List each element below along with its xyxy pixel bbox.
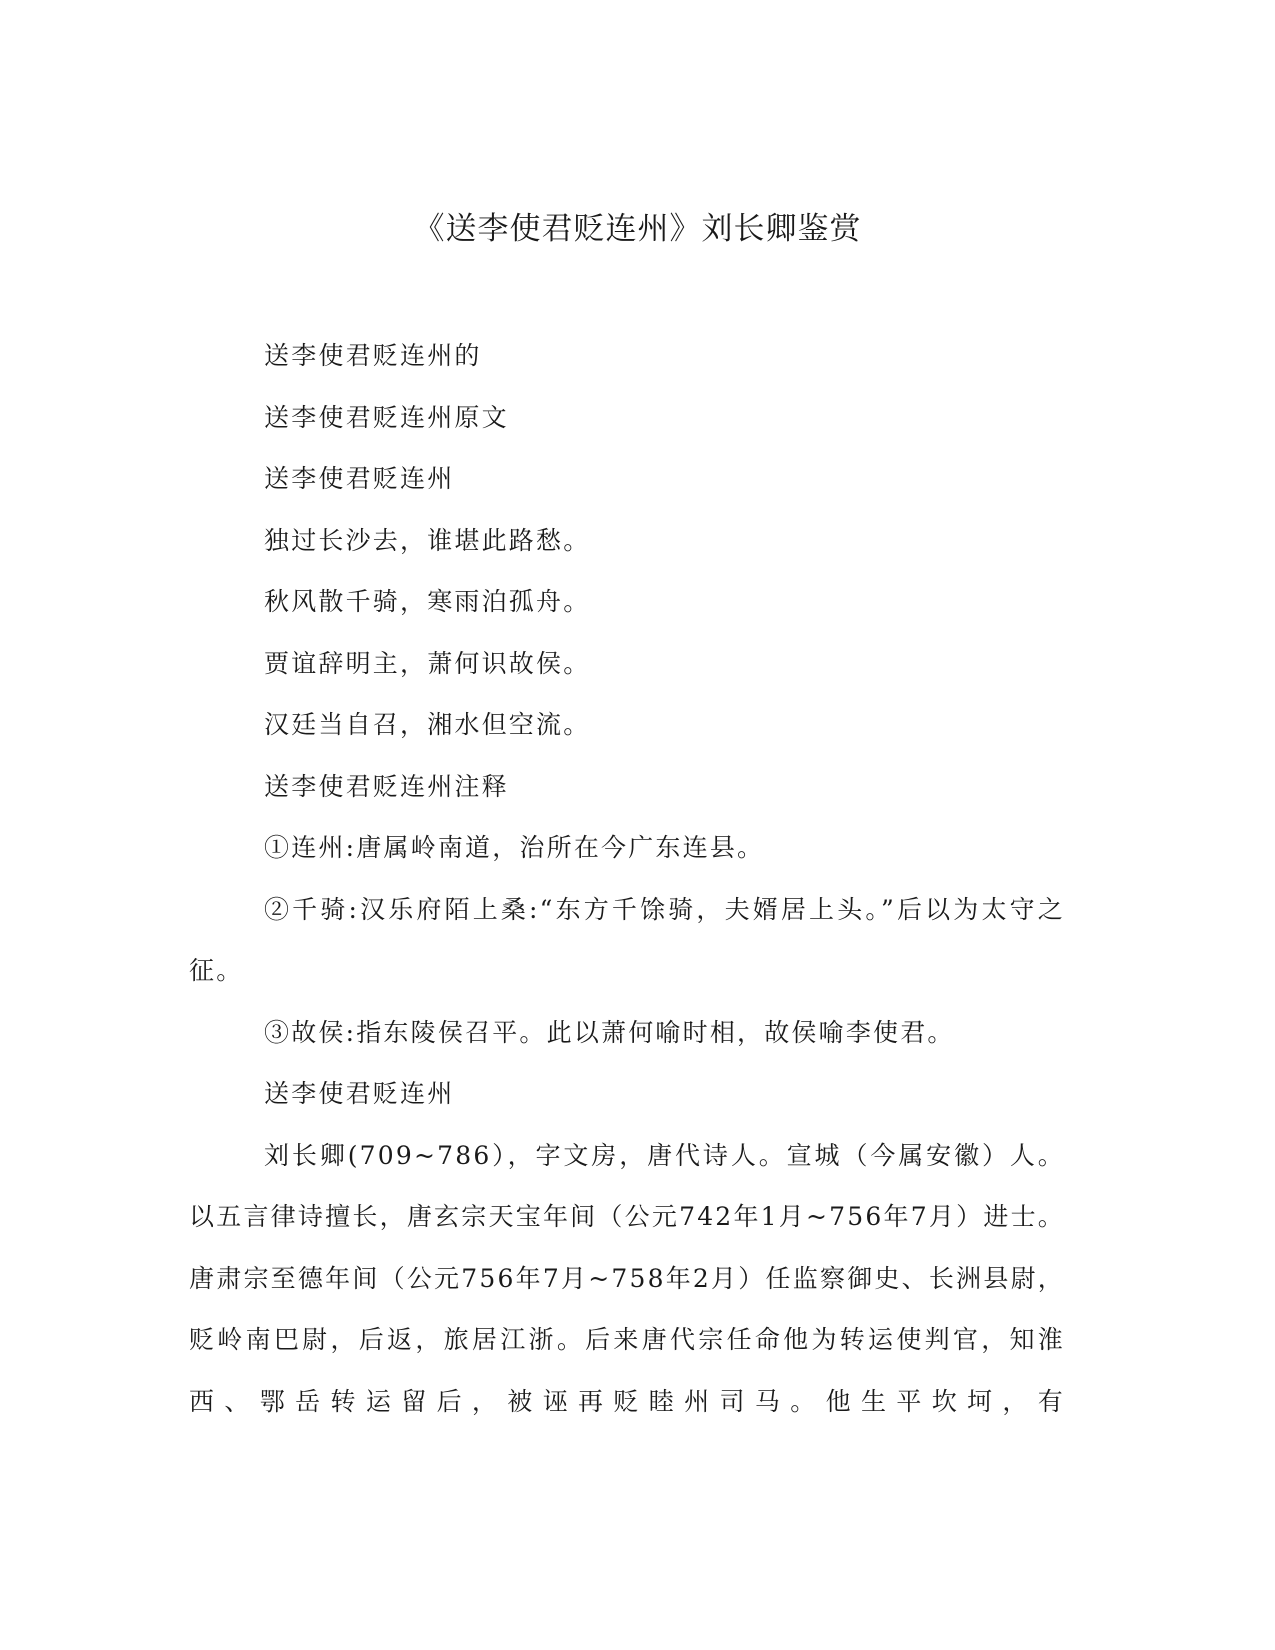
- note-item: ①连州:唐属岭南道，治所在今广东连县。: [264, 833, 765, 862]
- paragraph-subtitle: 送李使君贬连州的: [264, 341, 482, 370]
- poem-line: 汉廷当自召，湘水但空流。: [264, 710, 591, 739]
- document-title: 《送李使君贬连州》刘长卿鉴赏: [413, 211, 862, 247]
- note-item: ③故侯:指东陵侯召平。此以萧何喻时相，故侯喻李使君。: [264, 1017, 955, 1047]
- paragraph-original-heading: 送李使君贬连州原文: [264, 402, 509, 432]
- document-body: [189, 325, 1065, 1432]
- note-item: ②千骑:汉乐府陌上桑:“东方千馀骑，夫婿居上头。”后以为太守之征。: [189, 894, 1065, 985]
- paragraph-author-bio: 刘长卿(709~786），字文房，唐代诗人。宣城（今属安徽）人。以五言律诗擅长，唐玄宗天宝年间（公元742年1月~756年7月）进士。唐肃宗至德年间（公元756年7月~758年2月）任监察御史、长洲县尉，贬岭南巴尉，后返，旅居江浙。后来唐代宗任命他为转运使判官，知淮西、鄂岳转运留后，被诬再贬睦州司马。他生平坎坷，有: [189, 1140, 1065, 1416]
- poem-line: 贾谊辞明主，萧何识故侯。: [264, 648, 591, 678]
- poem-line: 独过长沙去，谁堪此路愁。: [264, 525, 591, 555]
- paragraph-poem-title: 送李使君贬连州: [264, 464, 455, 493]
- paragraph-section-heading: 送李使君贬连州: [264, 1079, 455, 1108]
- paragraph-notes-heading: 送李使君贬连州注释: [264, 771, 509, 801]
- poem-line: 秋风散千骑，寒雨泊孤舟。: [264, 587, 591, 616]
